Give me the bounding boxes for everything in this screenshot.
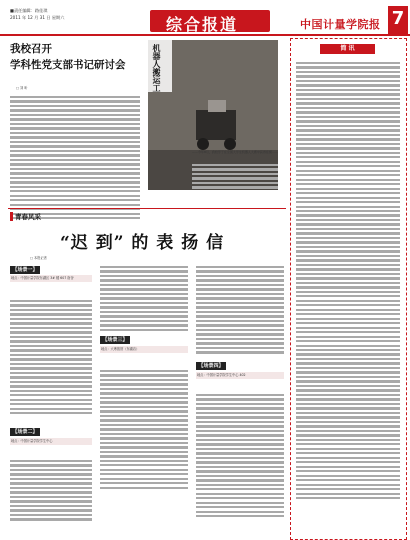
col3-body-top: [196, 266, 284, 354]
col2-body-top: [100, 266, 188, 331]
feature-byline: □ 本报记者: [30, 256, 47, 260]
sidebar-body: [296, 62, 400, 499]
editor-line: ■责任编辑：路佳琪: [10, 8, 48, 13]
scene1-title: 【场景一】: [10, 266, 40, 274]
scene1-meta: 地点：中国计量学院东湖区 3# 楼 607 宿舍: [10, 275, 92, 282]
masthead-rule: [0, 34, 410, 36]
scene2-body: [10, 460, 92, 521]
photo-caption-title: 机器人搬运工: [152, 44, 162, 92]
scene2-title: 【场景二】: [10, 428, 40, 436]
photo-caption-text: ——今年8月，我校学子在全国大学生机器人大赛中获得佳绩……: [192, 150, 278, 154]
scene3-title: 【场景三】: [100, 336, 130, 344]
date-line: 2011 年 12 月 31 日 星期六: [10, 15, 65, 20]
lead-byline: □ 刘 昕: [16, 86, 28, 90]
scene3-meta: 地点：大粤旅馆（东湖店）: [100, 346, 188, 353]
sidebar-title: 简 讯: [320, 44, 375, 54]
scene2-meta: 地点：中国计量学院学生中心: [10, 438, 92, 445]
scene3-body: [100, 370, 188, 489]
scene4-title: 【场景四】: [196, 362, 226, 370]
lead-headline-line2: 学科性党支部书记研讨会: [10, 59, 126, 71]
scene4-meta: 地点：中国计量学院学生中心 402: [196, 372, 284, 379]
feature-headline: “迟 到” 的 表 扬 信: [60, 233, 225, 253]
lead-headline-line1: 我校召开: [10, 43, 52, 55]
section-title: 综合报道: [166, 15, 239, 34]
page-number: 7: [388, 6, 408, 34]
scene1-body: [10, 300, 92, 414]
scene4-body: [196, 394, 284, 517]
feature-rule: [8, 208, 286, 209]
column-tag: 青春风采: [10, 212, 41, 221]
lead-body: [10, 96, 140, 219]
brand-name: 中国计量学院报: [300, 18, 381, 31]
lead-body-continued: [192, 164, 278, 189]
